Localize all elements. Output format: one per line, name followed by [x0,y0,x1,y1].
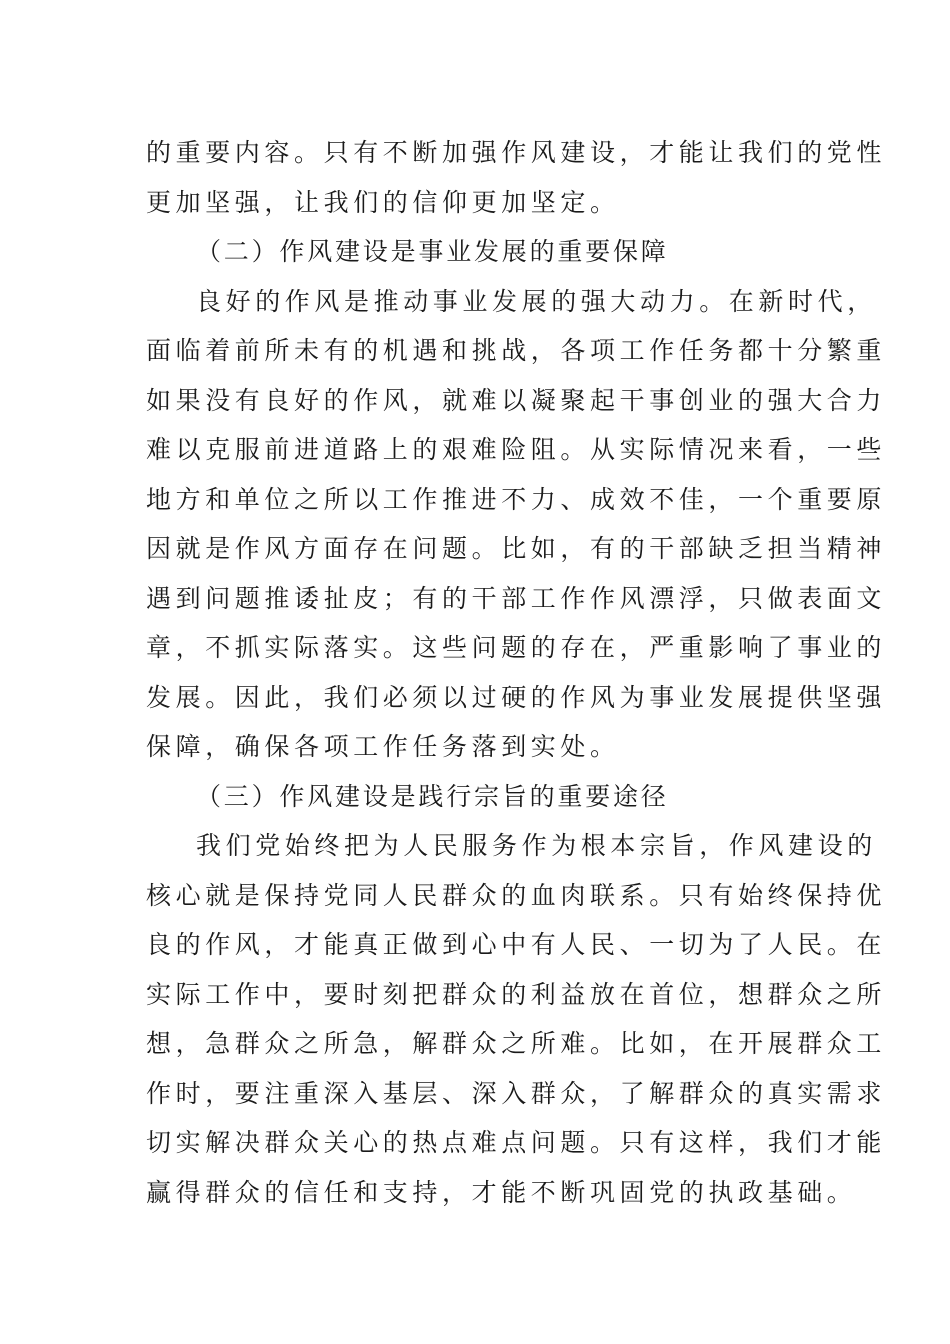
section-heading-2 [146,227,806,277]
text-line: 我们党始终把为人民服务作为根本宗旨，作风建设的 [196,831,877,860]
text-line: 面临着前所未有的机遇和挑战，各项工作任务都十分繁重 [146,336,887,365]
heading-text: （二）作风建设是事业发展的重要保障 [196,237,669,266]
text-line: 更加坚强，让我们的信仰更加坚定。 [146,187,620,217]
document-body [146,128,887,1217]
text-line: 因就是作风方面存在问题。比如，有的干部缺乏担当精神 [146,534,887,563]
text-line: 想，急群众之所急，解群众之所难。比如，在开展群众工 [146,1029,887,1058]
text-line: 实际工作中，要时刻把群众的利益放在首位，想群众之所 [146,979,887,1009]
text-line: 章，不抓实际落实。这些问题的存在，严重影响了事业的 [146,633,887,662]
text-line: 地方和单位之所以工作推进不力、成效不佳，一个重要原 [146,484,887,514]
text-line: 良好的作风是推动事业发展的强大动力。在新时代， [196,286,877,316]
paragraph-continued [146,128,887,227]
paragraph-section-3 [146,821,887,1217]
text-line: 如果没有良好的作风，就难以凝聚起干事创业的强大合力 [146,385,887,415]
paragraph-section-2 [146,277,887,772]
text-line: 难以克服前进道路上的艰难险阻。从实际情况来看，一些 [146,435,887,464]
section-heading-3 [146,772,806,822]
text-line: 良的作风，才能真正做到心中有人民、一切为了人民。在 [146,930,887,959]
text-line: 发展。因此，我们必须以过硬的作风为事业发展提供坚强 [146,682,887,712]
text-line: 赢得群众的信任和支持，才能不断巩固党的执政基础。 [146,1177,857,1207]
text-line: 核心就是保持党同人民群众的血肉联系。只有始终保持优 [146,880,887,910]
text-line: 作时，要注重深入基层、深入群众，了解群众的真实需求 [146,1078,887,1108]
text-line: 切实解决群众关心的热点难点问题。只有这样，我们才能 [146,1128,887,1157]
heading-text: （三）作风建设是践行宗旨的重要途径 [196,781,669,811]
text-line: 的重要内容。只有不断加强作风建设，才能让我们的党性 [146,138,887,167]
text-line: 遇到问题推诿扯皮；有的干部工作作风漂浮，只做表面文 [146,583,887,613]
text-line: 保障，确保各项工作任务落到实处。 [146,732,620,761]
